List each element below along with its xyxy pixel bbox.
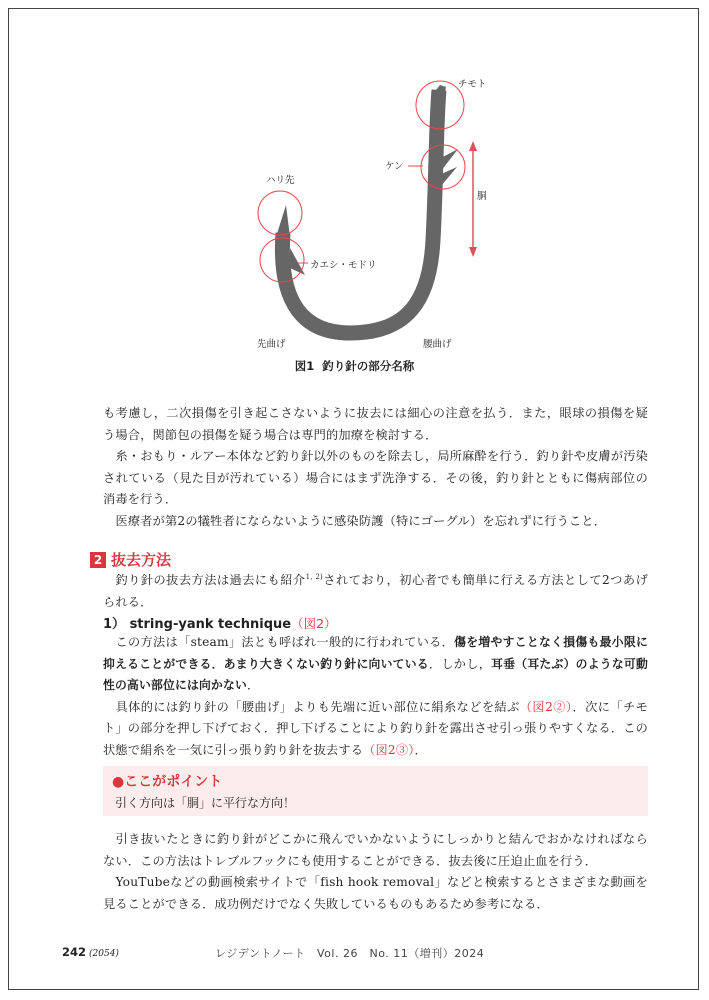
figure-caption [0, 358, 709, 374]
caption-number: 図1 [294, 359, 315, 373]
hook-point [276, 205, 290, 237]
figure-ref-2-3[interactable]: （図2③） [363, 742, 415, 757]
point-text: 引く方向は「胴」に平行な方向！ [115, 796, 296, 810]
section-number: 2 [90, 552, 106, 568]
figure-ref-2[interactable]: （図2） [291, 616, 337, 631]
label-sakimage: 先曲げ [257, 339, 286, 350]
intro-paragraph-1: も考慮し，二次損傷を引き起こさないように抜去には細心の注意を払う．また，眼球の損傷を疑う場合，関節包の損傷を疑う場合は専門的加療を検討する． [103, 406, 648, 442]
page-number-sub: (2054) [89, 949, 119, 959]
intro-paragraph-3: 医療者が第2の犠牲者にならないように感染防護（特にゴーグル）を忘れずに行うこと． [115, 513, 607, 528]
point-box [103, 766, 648, 816]
label-koshimage: 腰曲げ [423, 339, 452, 350]
after-paragraph-2: YouTubeなどの動画検索サイトで「fish hook removal」などと検索するとさまざまな動画を見ることができる．成功例だけでなく失敗しているものもあるため参考になる． [103, 875, 648, 911]
label-kaeshi: カエシ・モドリ [310, 260, 377, 271]
section-intro [103, 570, 648, 613]
after-paragraph-1: 引き抜いたときに釣り針がどこかに飛んでいかないようにしっかりと結んでおかなければならない．この方法はトレブルフックにも使用することができる．抜去後に圧迫止血を行う． [103, 832, 648, 868]
caption-text: 釣り針の部分名称 [322, 359, 415, 373]
section-heading [90, 549, 171, 570]
intro-text [103, 403, 648, 532]
hook-shank-and-bend [282, 90, 439, 333]
section-title: 抜去方法 [111, 551, 172, 569]
subsection-heading [103, 613, 337, 632]
figure-ref-2-2[interactable]: （図2②） [519, 699, 573, 714]
fishhook-diagram [230, 65, 520, 365]
label-do: 胴 [477, 191, 487, 202]
label-harisaki: ハリ先 [266, 175, 295, 186]
subsection-title: 1） string-yank technique [103, 617, 292, 632]
intro-paragraph-2: 糸・おもり・ルアー本体など釣り針以外のものを除去し，局所麻酔を行う．釣り針や皮膚が汚染されている（見た目が汚れている）場合にはまず洗浄する．その後，釣り針とともに傷病部位の消毒を行う． [103, 449, 648, 506]
label-ken: ケン [385, 161, 404, 172]
label-chimoto: チモト [458, 79, 487, 90]
method-text [103, 632, 648, 761]
page-number: 242 (2054) [62, 945, 119, 959]
after-text [103, 829, 648, 915]
method-paragraph-2: 具体的には釣り針の「腰曲げ」よりも先端に近い部位に絹糸などを結ぶ（図2②）．次に「チモト」の部分を押し下げておく．押し下げることにより釣り針を露出させ引っ張りやすくなる．この状態で絹糸を一気に引っ張り釣り針を抜去する（図2③）． [103, 699, 648, 757]
journal-info: レジデントノート Vol. 26 No. 11（増刊）2024 [215, 947, 485, 960]
citation: 1, 2) [305, 573, 323, 581]
point-heading: ●ここがポイント [112, 774, 223, 790]
method-paragraph-1: この方法は「steam」法とも呼ばれ一般的に行われている．傷を増やすことなく損傷も最小限に抑えることができる．あまり大きくない釣り針に向いている．しかし，耳垂（耳たぶ）のような可動性の高い部位には向かない． [103, 635, 649, 692]
do-arrow [469, 141, 477, 257]
section-paragraph: 釣り針の抜去方法は過去にも紹介$^{1, 2)}$されており，初心者でも簡単に行える方法として2つあげられる． [103, 573, 648, 609]
